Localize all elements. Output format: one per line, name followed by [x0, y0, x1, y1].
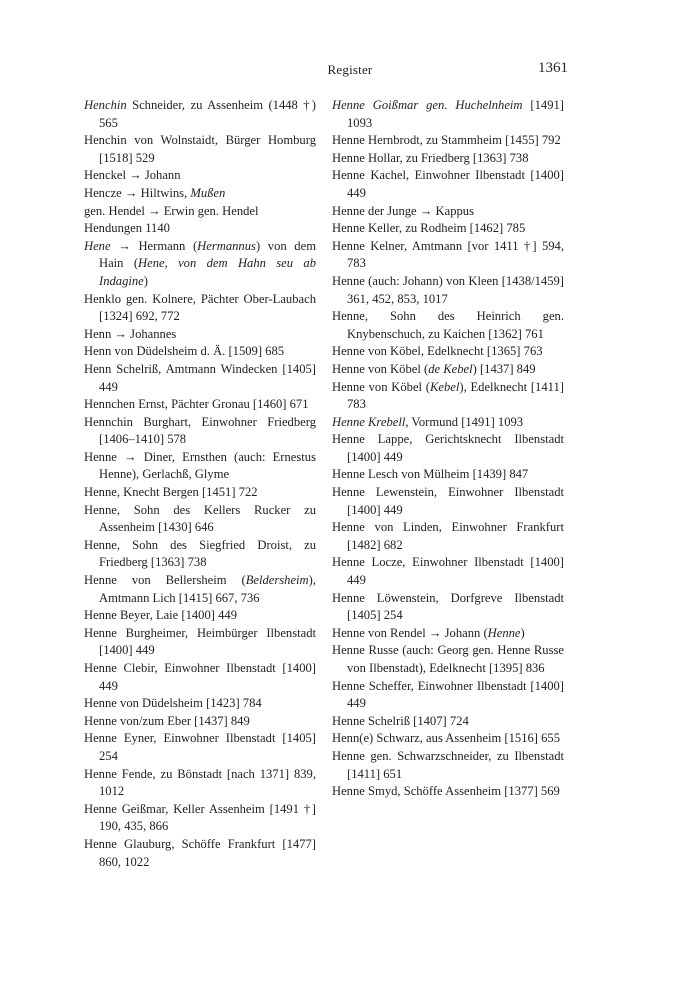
entry-text: Henne gen. Schwarzschneider, zu Ilbenstadt [1411] 651 — [332, 748, 564, 781]
entry-text: Henn Schelriß, Amtmann Windecken [1405] 449 — [84, 361, 316, 394]
entry-text: Henne Hollar, zu Friedberg [1363] 738 — [332, 150, 529, 165]
index-entry — [332, 273, 564, 308]
index-entry — [332, 642, 564, 677]
index-entry — [84, 291, 316, 326]
entry-text: Henne, Sohn des Siegfried Droist, zu Friedberg [1363] 738 — [84, 537, 316, 570]
entry-text: Henne von/zum Eber [1437] 849 — [84, 713, 250, 728]
index-entry — [84, 97, 316, 132]
entry-italic-text: Mußen — [190, 185, 226, 200]
entry-text: ) — [520, 625, 525, 640]
entry-text: ) von dem Hain ( — [99, 238, 316, 271]
index-entry — [332, 343, 564, 361]
index-entry — [332, 203, 564, 221]
entry-text: Henne Geißmar, Keller Assenheim [1491 †] 190, 435, 866 — [84, 801, 316, 834]
entry-italic-text: Hermannus — [197, 238, 256, 253]
index-column-left — [84, 97, 316, 871]
entry-text: Hencze → Hiltwins, — [84, 185, 191, 200]
entry-italic-text: de Kebel — [428, 361, 473, 376]
entry-text: Henne von Köbel ( — [332, 379, 430, 394]
index-entry — [84, 836, 316, 871]
index-entry — [332, 519, 564, 554]
index-entry — [332, 150, 564, 168]
running-head: Register — [327, 62, 373, 77]
entry-text: Henne, Sohn des Heinrich gen. Knybenschuch, zu Kaichen [1362] 761 — [332, 309, 564, 341]
entry-text: Henne, Sohn des Kellers Rucker zu Assenheim [1430] 646 — [84, 502, 316, 535]
index-entry — [332, 414, 564, 432]
index-entry — [332, 484, 564, 519]
index-entry — [332, 167, 564, 202]
entry-text: Henne Hernbrodt, zu Stammheim [1455] 792 — [332, 133, 561, 148]
entry-text: Henne Glauburg, Schöffe Frankfurt [1477] 860, 1022 — [84, 836, 316, 869]
index-entry — [84, 343, 316, 361]
entry-text: Henne von Bellersheim ( — [84, 573, 246, 588]
entry-text: Henne Clebir, Einwohner Ilbenstadt [1400] 449 — [84, 661, 316, 693]
index-entry — [332, 730, 564, 748]
index-entry — [332, 431, 564, 466]
index-entry — [332, 220, 564, 238]
entry-text: Henne Beyer, Laie [1400] 449 — [84, 608, 238, 623]
index-entry — [84, 801, 316, 836]
entry-text: Hennchen Ernst, Pächter Gronau [1460] 671 — [84, 397, 309, 412]
index-entry — [84, 132, 316, 167]
index-entry — [332, 554, 564, 589]
index-entry — [84, 660, 316, 695]
index-entry — [84, 167, 316, 185]
entry-text: ), Edelknecht [1411] 783 — [347, 379, 564, 412]
entry-text: Henne Lesch von Mülheim [1439] 847 — [332, 467, 529, 482]
entry-text: , Vormund [1491] 1093 — [405, 414, 524, 429]
index-entry — [332, 379, 564, 414]
entry-text: Henne von Linden, Einwohner Frankfurt [1482] 682 — [332, 520, 564, 552]
entry-text: Henne von Köbel, Edelknecht [1365] 763 — [332, 344, 543, 359]
entry-text: Henne Eyner, Einwohner Ilbenstadt [1405] 254 — [84, 731, 316, 763]
index-entry — [84, 449, 316, 484]
entry-text: → Hermann ( — [110, 238, 198, 253]
index-column-right — [332, 97, 564, 801]
entry-text: Henne Kachel, Einwohner Ilbenstadt [1400] 449 — [332, 168, 564, 200]
entry-text: ), Amtmann Lich [1415] 667, 736 — [99, 573, 316, 605]
index-entry — [332, 132, 564, 150]
index-entry — [84, 625, 316, 660]
index-entry — [84, 220, 316, 238]
entry-text: Henne von Rendel → Johann ( — [332, 625, 488, 640]
index-entry — [332, 238, 564, 273]
index-entry — [84, 572, 316, 607]
entry-text: Henne von Köbel ( — [332, 361, 429, 376]
entry-text: Henne Lewenstein, Einwohner Ilbenstadt [1400] 449 — [332, 485, 564, 517]
entry-italic-text: Henne Goißmar gen. Huchelnheim — [332, 98, 523, 112]
entry-text: ) — [143, 273, 148, 288]
index-entry — [84, 484, 316, 502]
index-entry — [84, 396, 316, 414]
index-entry — [332, 466, 564, 484]
index-entry — [332, 783, 564, 801]
entry-text: Henckel → Johann — [84, 168, 181, 183]
entry-text: Henne der Junge → Kappus — [332, 203, 474, 218]
entry-text: Henne → Diner, Ernsthen (auch: Ernestus Henne), Gerlachß, Glyme — [84, 449, 316, 482]
entry-text: Henklo gen. Kolnere, Pächter Ober-Laubach [1324] 692, 772 — [84, 291, 316, 324]
index-entry — [84, 607, 316, 625]
entry-text: Henne Burgheimer, Heimbürger Ilbenstadt [1400] 449 — [84, 625, 316, 658]
entry-text: Henne Schelriß [1407] 724 — [332, 713, 469, 728]
entry-text: gen. Hendel → Erwin gen. Hendel — [84, 203, 259, 218]
entry-italic-text: Hene, von dem Hahn seu ab Indagine — [99, 256, 317, 288]
index-entry — [84, 238, 316, 291]
entry-text: Henne Smyd, Schöffe Assenheim [1377] 569 — [332, 784, 560, 799]
index-entry — [332, 361, 564, 379]
entry-text: Henn von Düdelsheim d. Ä. [1509] 685 — [84, 344, 285, 359]
index-entry — [84, 730, 316, 765]
index-entry — [332, 308, 564, 343]
entry-italic-text: Kebel — [429, 379, 460, 394]
entry-italic-text: Hene — [84, 238, 111, 253]
entry-text: Hendungen 1140 — [84, 221, 170, 236]
entry-text: Henne Lappe, Gerichtsknecht Ilbenstadt [1400] 449 — [332, 432, 564, 464]
entry-text: Henne Kelner, Amtmann [vor 1411 †] 594, 783 — [332, 238, 564, 271]
entry-text: Henne Keller, zu Rodheim [1462] 785 — [332, 221, 526, 236]
index-entry — [332, 748, 564, 783]
index-entry — [84, 695, 316, 713]
entry-text: Henne Löwenstein, Dorfgreve Ilbenstadt [1405] 254 — [332, 590, 564, 623]
index-entry — [332, 713, 564, 731]
index-entry — [84, 713, 316, 731]
page-number: 1361 — [538, 60, 568, 76]
entry-text: Henn → Johannes — [84, 326, 177, 341]
index-entry — [332, 678, 564, 713]
index-entry — [332, 625, 564, 643]
entry-italic-text: Henne Krebell — [332, 414, 406, 429]
index-entry — [84, 361, 316, 396]
entry-text: Henchin von Wolnstaidt, Bürger Homburg [1518] 529 — [84, 133, 316, 165]
entry-italic-text: Beldersheim — [245, 573, 309, 588]
index-entry — [84, 185, 316, 203]
entry-text: Henne Scheffer, Einwohner Ilbenstadt [1400] 449 — [332, 678, 564, 711]
index-entry — [84, 414, 316, 449]
entry-text: Henne Fende, zu Bönstadt [nach 1371] 839, 1012 — [84, 766, 316, 799]
entry-italic-text: Henchin — [84, 98, 127, 112]
index-entry — [84, 326, 316, 344]
entry-italic-text: Henne — [487, 625, 521, 640]
entry-text: Schneider, zu Assenheim (1448 †) 565 — [99, 98, 316, 130]
entry-text: Henne von Düdelsheim [1423] 784 — [84, 696, 262, 711]
entry-text: Henne Russe (auch: Georg gen. Henne Russe von Ilbenstadt), Edelknecht [1395] 836 — [332, 643, 564, 675]
index-entry — [84, 502, 316, 537]
index-entry — [84, 203, 316, 221]
index-entry — [84, 537, 316, 572]
entry-text: [1491] 1093 — [347, 98, 564, 130]
entry-text: ) [1437] 849 — [472, 361, 536, 376]
entry-text: Hennchin Burghart, Einwohner Friedberg [1406–1410] 578 — [84, 414, 316, 447]
entry-text: Henn(e) Schwarz, aus Assenheim [1516] 655 — [332, 731, 561, 746]
index-entry — [332, 97, 564, 132]
index-entry — [84, 766, 316, 801]
entry-text: Henne (auch: Johann) von Kleen [1438/1459] 361, 452, 853, 1017 — [332, 273, 564, 306]
entry-text: Henne Locze, Einwohner Ilbenstadt [1400] 449 — [332, 555, 564, 588]
entry-text: Henne, Knecht Bergen [1451] 722 — [84, 485, 258, 500]
index-entry — [332, 590, 564, 625]
